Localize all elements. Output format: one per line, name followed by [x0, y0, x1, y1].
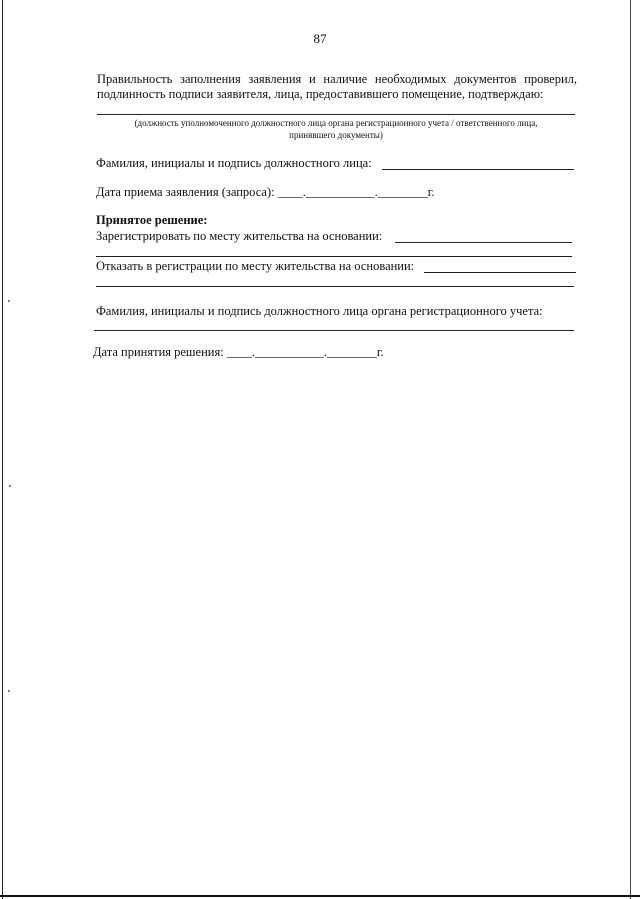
refuse-basis-label: Отказать в регистрации по месту жительства на основании:	[96, 259, 415, 273]
scan-speck	[9, 485, 11, 487]
verification-line-2: подлинность подписи заявителя, лица, предоставившего помещение, подтверждаю:	[97, 87, 544, 101]
position-caption	[93, 117, 579, 141]
register-basis-line-2	[96, 256, 572, 257]
register-basis-line	[395, 242, 572, 243]
official-signature-label: Фамилия, инициалы и подпись должностного лица:	[96, 156, 372, 170]
verification-line-1: Правильность заполнения заявления и наличие необходимых документов проверил,	[97, 72, 577, 86]
refuse-basis-line-2	[96, 286, 574, 287]
authority-signature-line	[94, 330, 574, 331]
scan-speck	[8, 690, 10, 692]
authority-signature-label: Фамилия, инициалы и подпись должностного лица органа регистрационного учета:	[96, 304, 543, 318]
official-signature-line	[382, 169, 574, 170]
decision-heading: Принятое решение:	[96, 213, 208, 227]
scan-border-bottom	[0, 895, 640, 897]
refuse-basis-line	[424, 272, 576, 273]
verification-paragraph	[97, 72, 577, 102]
scan-border-right	[630, 0, 631, 899]
position-signature-line	[97, 114, 575, 115]
scan-border-left	[2, 0, 3, 899]
register-basis-label: Зарегистрировать по месту жительства на основании:	[96, 229, 383, 243]
application-date-label: Дата приема заявления (запроса): ____.___________.________г.	[96, 185, 435, 199]
decision-date-label: Дата принятия решения: ____.___________.________г.	[93, 345, 384, 359]
scan-speck	[8, 300, 10, 302]
position-caption-line-2: принявшего документы)	[289, 130, 383, 140]
page-number: 87	[313, 31, 327, 46]
position-caption-line-1: (должность уполномоченного должностного лица органа регистрационного учета / ответственного лица,	[134, 118, 538, 128]
